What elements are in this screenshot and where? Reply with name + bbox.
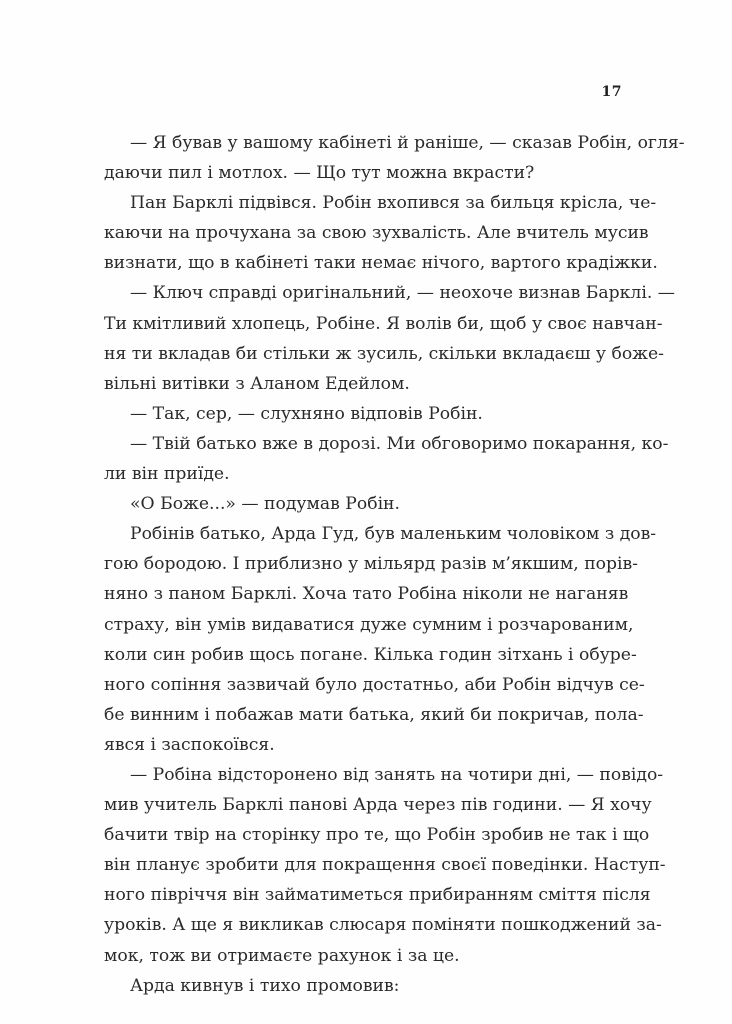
- text-line: ного півріччя він займатиметься прибиранням сміття після: [104, 885, 651, 906]
- text-line: — Робіна відсторонено від занять на чотири дні, — повідо-: [130, 764, 664, 785]
- text-line: коли син робив щось погане. Кілька годин зітхань і обуре-: [104, 644, 637, 665]
- text-line: Пан Барклі підвівся. Робін вхопився за бильця крісла, че-: [130, 193, 657, 214]
- text-line: ли він приїде.: [104, 464, 230, 485]
- text-line: страху, він умів видаватися дуже сумним і розчарованим,: [104, 614, 634, 635]
- text-line: Робінів батько, Арда Гуд, був маленьким чоловіком з дов-: [130, 524, 657, 545]
- text-line: Арда кивнув і тихо промовив:: [130, 975, 400, 996]
- text-line: вільні витівки з Аланом Едейлом.: [104, 373, 410, 394]
- text-line: «О Боже...» — подумав Робін.: [130, 494, 400, 515]
- text-line: каючи на прочухана за свою зухвалість. Але вчитель мусив: [104, 223, 649, 244]
- text-line: ного сопіння зазвичай було достатньо, аби Робін відчув се-: [104, 674, 645, 695]
- text-line: бе винним і побажав мати батька, який би покричав, пола-: [104, 704, 644, 725]
- text-line: визнати, що в кабінеті таки немає нічого, вартого крадіжки.: [104, 253, 658, 274]
- text-line: уроків. А ще я викликав слюсаря поміняти пошкоджений за-: [104, 915, 662, 936]
- text-line: Ти кмітливий хлопець, Робіне. Я волів би, щоб у своє навчан-: [104, 313, 663, 334]
- text-line: — Так, сер, — слухняно відповів Робін.: [130, 403, 483, 424]
- text-line: мив учитель Барклі панові Арда через пів години. — Я хочу: [104, 795, 652, 816]
- text-line: няно з паном Барклі. Хоча тато Робіна ніколи не наганяв: [104, 584, 629, 605]
- text-line: — Твій батько вже в дорозі. Ми обговоримо покарання, ко-: [130, 433, 669, 454]
- page-number: 17: [601, 84, 622, 100]
- text-line: гою бородою. І приблизно у мільярд разів м’якшим, порів-: [104, 554, 638, 575]
- text-line: даючи пил і мотлох. — Що тут можна вкрасти?: [104, 163, 535, 184]
- text-line: він планує зробити для покращення своєї поведінки. Наступ-: [104, 855, 666, 876]
- text-line: — Я бував у вашому кабінеті й раніше, — сказав Робін, огля-: [130, 133, 685, 153]
- text-line: ня ти вкладав би стільки ж зусиль, скільки вкладаєш у боже-: [104, 343, 664, 364]
- text-line: явся і заспокоївся.: [104, 734, 275, 755]
- text-line: мок, тож ви отримаєте рахунок і за це.: [104, 945, 460, 966]
- body-text: [104, 128, 685, 1001]
- text-line: — Ключ справді оригінальний, — неохоче визнав Барклі. —: [130, 283, 675, 304]
- text-line: бачити твір на сторінку про те, що Робін зробив не так і що: [104, 825, 650, 846]
